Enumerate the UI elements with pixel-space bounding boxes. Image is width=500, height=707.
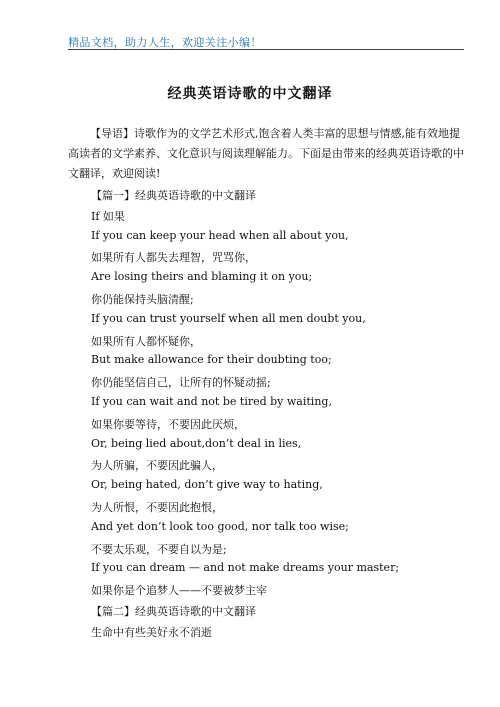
document-title: 经典英语诗歌的中文翻译: [167, 86, 333, 102]
poem-line: Are losing theirs and blaming it on you;: [91, 270, 313, 284]
poem-line: 为人所骗，不要因此骗人，: [91, 459, 223, 473]
poem-line: 你仍能保持头脑清醒;: [91, 293, 194, 306]
header-divider: [68, 49, 464, 50]
header-banner: 精品文档，助力人生，欢迎关注小编！: [68, 36, 262, 49]
poem-line: 如果所有人都失去理智，咒骂你，: [91, 251, 256, 265]
poem-line: If you can dream — and not make dreams your master;: [91, 561, 400, 575]
poem-line: 生命中有些美好永不消逝: [91, 625, 212, 639]
poem-line: 如果你是个追梦人——不要被梦主宰: [91, 584, 267, 598]
poem-line: 为人所恨，不要因此抱恨，: [91, 501, 223, 514]
poem-line: If you can wait and not be tired by waiting,: [91, 395, 332, 408]
poem-line: If you can keep your head when all about you,: [91, 228, 349, 242]
poem-line: 不要太乐观，不要自以为是;: [91, 542, 227, 556]
poem-line: Or, being hated, don’t give way to hating,: [91, 478, 323, 492]
intro-paragraph: 【导语】诗歌作为的文学艺术形式,饱含着人类丰富的思想与情感,能有效地提高读者的文学素养、文化意识与阅读理解能力。下面是由带来的经典英语诗歌的中文翻译，欢迎阅读!: [68, 127, 464, 180]
poem-line: And yet don’t look too good, nor talk too wise;: [91, 519, 349, 533]
poem-line: 你仍能坚信自己，让所有的怀疑动摇;: [91, 376, 271, 390]
poem-line: But make allowance for their doubting too;: [91, 353, 332, 367]
poem-line: 如果你要等待，不要因此厌烦，: [91, 417, 245, 431]
poem-line: 如果所有人都怀疑你，: [91, 334, 201, 348]
section-heading: 【篇一】经典英语诗歌的中文翻译: [91, 189, 256, 202]
poem-line: Or, being lied about,don’t deal in lies,: [91, 436, 302, 450]
poem-line: If 如果: [91, 209, 125, 223]
poem-line: If you can trust yourself when all men doubt you,: [91, 311, 366, 325]
section-heading: 【篇二】经典英语诗歌的中文翻译: [91, 605, 256, 618]
